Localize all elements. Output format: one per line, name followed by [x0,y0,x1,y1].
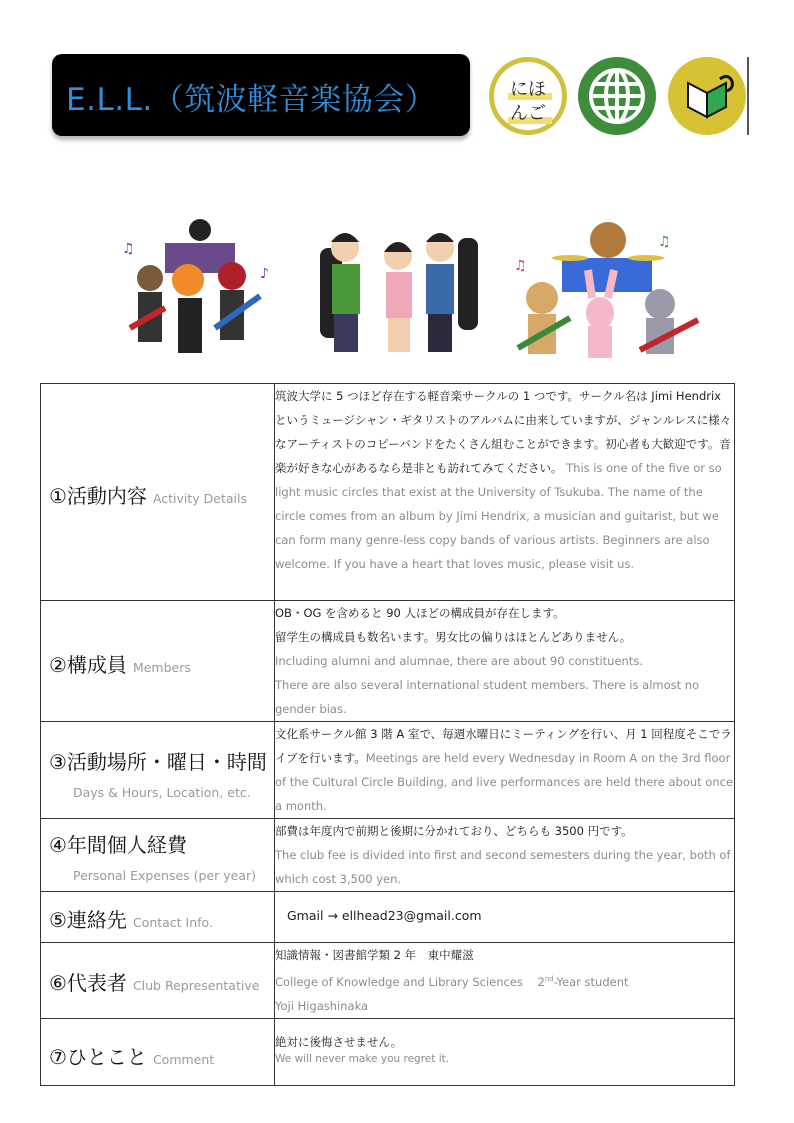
table-row [41,722,735,819]
expenses-content [275,819,735,892]
representative-content [275,943,735,1019]
expenses-label: ④年間個人経費 [49,833,187,857]
members-en1: Including alumni and alumnae, there are about 90 constituents. [275,654,643,668]
comment-content [275,1018,735,1085]
representative-year-rest: -Year student [553,974,629,989]
beginner-badge-icon [668,57,746,135]
info-table [40,383,735,1086]
location-jp: 文化系サークル館 3 階 A 室で、毎週水曜日にミーティングを行い、月 1 回程度そこでライブを行います。 [275,727,732,765]
location-label-en: Days & Hours, Location, etc. [73,785,251,800]
svg-text:♫: ♫ [658,234,671,250]
animal-band-illustration [510,218,705,368]
activity-label-en: Activity Details [152,491,247,506]
title-box [52,54,470,136]
representative-label: ⑥代表者 [49,971,127,995]
table-row [41,601,735,722]
location-content [275,722,735,819]
band-illustration [120,218,280,363]
members-jp1: OB・OG を含めると 90 人ほどの構成員が存在します。 [275,606,565,620]
contact-label-en: Contact Info. [132,915,213,930]
members-label: ②構成員 [49,653,127,677]
label-cell [41,601,275,722]
label-cell [41,819,275,892]
representative-college: College of Knowledge and Library Sciences [275,974,523,989]
table-row [41,892,735,943]
representative-jp: 知識情報・図書館学類 2 年 東中耀滋 [275,948,474,962]
label-cell [41,943,275,1019]
activity-label: ①活動内容 [49,484,147,508]
representative-name-en: Yoji Higashinaka [275,998,369,1013]
contact-label: ⑤連絡先 [49,908,127,932]
table-row [41,1018,735,1085]
svg-text:♪: ♪ [260,266,269,282]
expenses-en: The club fee is divided into first and second semesters during the year, both of which cost 3,500 yen. [275,848,731,886]
activity-en: This is one of the five or so light music circles that exist at the University of Tsukuba. The name of the circle comes from an album by Jimi Hendrix, a musician and guitarist, but we can form many genre-less copy bands of various artists. Beginners are also welcome. If you have a heart that loves music, please visit us. [275,461,722,571]
comment-label: ⑦ひとこと [49,1044,147,1069]
comment-en: We will never make you regret it. [275,1052,450,1065]
nihongo-badge-line1: にほ [510,79,546,100]
representative-label-en: Club Representative [132,978,260,993]
table-row [41,943,735,1019]
activity-content [275,384,735,601]
label-cell [41,384,275,601]
nihongo-badge-icon [489,57,567,135]
comment-jp: 絶対に後悔させません。 [275,1034,403,1049]
representative-year-sup: nd [544,975,554,983]
svg-text:♫: ♫ [514,258,527,274]
members-label-en: Members [132,660,191,675]
expenses-jp: 部費は年度内で前期と後期に分かれており、どちらも 3500 円です。 [275,824,633,838]
divider [747,57,749,135]
comment-label-en: Comment [152,1051,215,1067]
representative-year-num: 2 [537,974,545,989]
location-en: Meetings are held every Wednesday in Room A on the 3rd floor of the Cultural Circle Building, and live performances are held there about once a month. [275,751,734,813]
label-cell [41,722,275,819]
table-row [41,819,735,892]
svg-text:♫: ♫ [122,241,135,257]
page-title: E.L.L.（筑波軽音楽協会） [66,82,437,118]
nihongo-badge-line2: んご [510,103,546,124]
contact-content [275,892,735,943]
activity-jp: 筑波大学に 5 つほど存在する軽音楽サークルの 1 つです。サークル名は Jimi Hendrix というミュージシャン・ギタリストのアルバムに由来していますが、ジャンルレスに様々なアーティストのコピーバンドをたくさん組むことができます。初心者も大歓迎です。音楽が好きな心があるなら是非とも訪れてみてください。 [275,389,732,475]
location-label: ③活動場所・曜日・時間 [49,750,267,774]
contact-email-link[interactable]: Gmail → ellhead23@gmail.com [287,908,482,923]
members-content [275,601,735,722]
students-illustration [318,218,483,358]
label-cell [41,1018,275,1085]
members-en2: There are also several international student members. There is almost no gender bias. [275,678,700,716]
members-jp2: 留学生の構成員も数名います。男女比の偏りはほとんどありません。 [275,630,632,644]
globe-badge-icon [578,57,656,135]
expenses-label-en: Personal Expenses (per year) [73,868,257,883]
table-row [41,384,735,601]
label-cell [41,892,275,943]
